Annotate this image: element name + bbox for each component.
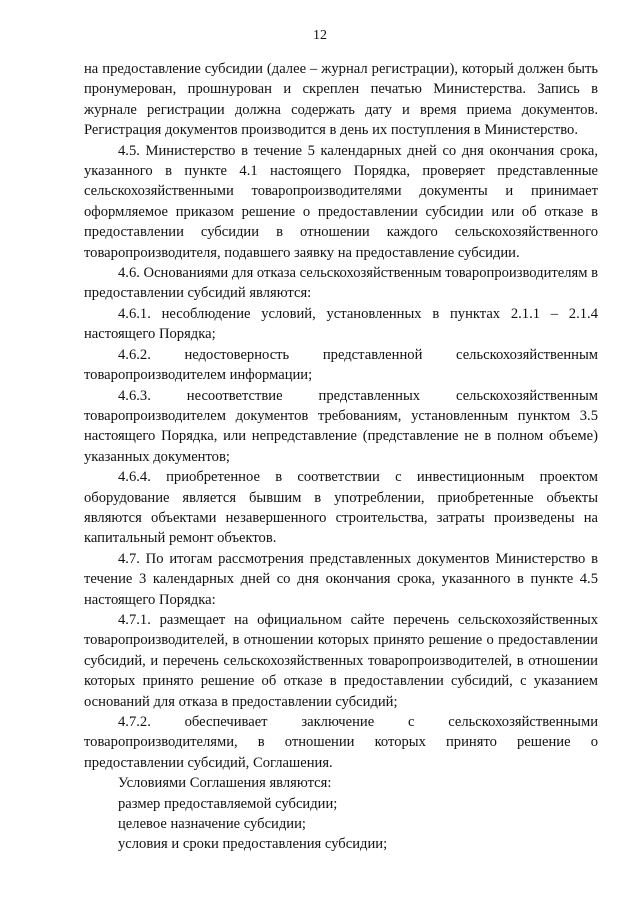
paragraph-4-7: 4.7. По итогам рассмотрения представленных документов Министерство в течение 3 календарных дней со дня окончания срока, указанного в пункте 4.5 настоящего Порядка: xyxy=(84,550,598,608)
paragraph-4-6: 4.6. Основаниями для отказа сельскохозяйственным товаропроизводителям в предоставлении субсидий являются: xyxy=(84,265,599,302)
paragraph-journal-registration: на предоставление субсидии (далее – журнал регистрации), который должен быть пронумерован, прошнурован и скреплен печатью Министерства. Запись в журнале регистрации должна содержать дату и время приема документов. Регистрация документов производится в день их поступления в Министерство. xyxy=(84,61,598,139)
paragraph-4-6-3: 4.6.3. несоответствие представленных сельскохозяйственным товаропроизводителем документов требованиям, установленным пунктом 3.5 настоящего Порядка, или непредставление (представление не в полном объеме) указанных документов; xyxy=(84,387,598,465)
paragraph-agreement-conditions: Условиями Соглашения являются: xyxy=(118,775,332,792)
paragraph-4-5: 4.5. Министерство в течение 5 календарных дней со дня окончания срока, указанного в пункте 4.1 настоящего Порядка, проверяет представленные сельскохозяйственными товаропроизводителями документы и принимает оформляемое приказом решение о предоставлении субсидии или об отказе в предоставлении субсидии в отношении каждого сельскохозяйственного товаропроизводителя, подавшего заявку на предоставление субсидии. xyxy=(84,142,598,261)
paragraph-condition-amount: размер предоставляемой субсидии; xyxy=(118,795,338,812)
paragraph-4-7-2: 4.7.2. обеспечивает заключение с сельскохозяйственными товаропроизводителями, в отношении которых принято решение о предоставлении субсидий, Соглашения. xyxy=(84,714,598,771)
paragraph-4-6-4: 4.6.4. приобретенное в соответствии с инвестиционным проектом оборудование является бывшим в употреблении, приобретенные объекты являются объектами незавершенного строительства, затраты произведены на капитальный ремонт объектов. xyxy=(84,469,598,547)
paragraph-4-6-2: 4.6.2. недостоверность представленной сельскохозяйственным товаропроизводителем информации; xyxy=(84,346,598,384)
document-body xyxy=(84,59,598,855)
page-number: 12 xyxy=(313,28,327,43)
paragraph-condition-terms: условия и сроки предоставления субсидии; xyxy=(118,836,388,853)
paragraph-4-6-1: 4.6.1. несоблюдение условий, установленных в пунктах 2.1.1 – 2.1.4 настоящего Порядка; xyxy=(84,305,598,343)
paragraph-4-7-1: 4.7.1. размещает на официальном сайте перечень сельскохозяйственных товаропроизводителей, в отношении которых принято решение о предоставлении субсидий, и перечень сельскохозяйственных товаропроизводителей, в отношении которых принято решение об отказе в предоставлении субсидий, с указанием оснований для отказа в предоставлении субсидий; xyxy=(84,611,598,710)
paragraph-condition-purpose: целевое назначение субсидии; xyxy=(118,816,306,833)
